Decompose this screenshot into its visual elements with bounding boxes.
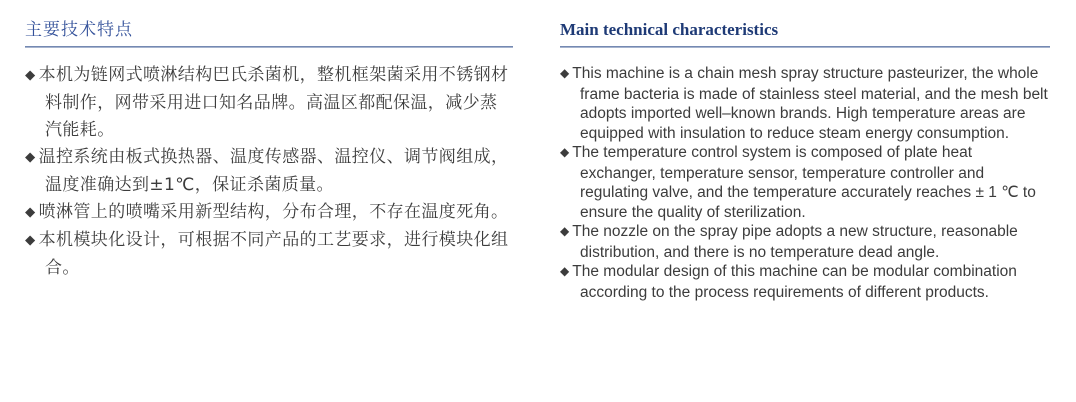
diamond-bullet-icon: ◆ [560, 145, 570, 159]
diamond-bullet-icon: ◆ [25, 150, 36, 165]
list-item [560, 222, 1050, 262]
diamond-bullet-icon: ◆ [560, 66, 570, 80]
title-underline [25, 46, 513, 48]
diamond-bullet-icon: ◆ [560, 264, 570, 278]
list-item [560, 262, 1050, 302]
diamond-bullet-icon: ◆ [25, 233, 36, 248]
list-item [25, 227, 513, 282]
list-item [560, 64, 1050, 143]
bullet-text: The temperature control system is composed of plate heat exchanger, temperature sensor, temperature controller and regulating valve, and the temperature accurately reaches ± 1 ℃ to ensure the quality of sterilization. [572, 144, 1036, 221]
list-item [25, 199, 513, 227]
bullet-text: 喷淋管上的喷嘴采用新型结构，分布合理，不存在温度死角。 [38, 202, 509, 222]
bullet-text: The modular design of this machine can be modular combination according to the process requirements of different products. [572, 263, 1017, 301]
bullet-text: This machine is a chain mesh spray structure pasteurizer, the whole frame bacteria is made of stainless steel material, and the mesh belt adopts imported well–known brands. High temperature areas are equipped with insulation to reduce steam energy consumption. [572, 65, 1048, 142]
bullet-text: 本机模块化设计，可根据不同产品的工艺要求，进行模块化组合。 [38, 230, 509, 278]
list-item [560, 143, 1050, 222]
english-characteristics-section [560, 20, 1050, 302]
section-title-chinese: 主要技术特点 [25, 20, 133, 40]
list-item [25, 144, 513, 199]
diamond-bullet-icon: ◆ [560, 224, 570, 238]
chinese-features-section [25, 20, 513, 282]
list-item [25, 62, 513, 144]
feature-list-english [560, 64, 1050, 302]
feature-list-chinese [25, 62, 513, 282]
title-underline [560, 46, 1050, 48]
diamond-bullet-icon: ◆ [25, 68, 36, 83]
bullet-text: 温控系统由板式换热器、温度传感器、温控仪、调节阀组成，温度准确达到±1℃，保证杀菌质量。 [38, 147, 509, 195]
diamond-bullet-icon: ◆ [25, 205, 36, 220]
bullet-text: The nozzle on the spray pipe adopts a new structure, reasonable distribution, and there is no temperature dead angle. [572, 223, 1018, 261]
section-title-english: Main technical characteristics [560, 20, 779, 39]
bullet-text: 本机为链网式喷淋结构巴氏杀菌机，整机框架菌采用不锈钢材料制作，网带采用进口知名品牌。高温区都配保温，减少蒸汽能耗。 [38, 65, 509, 140]
